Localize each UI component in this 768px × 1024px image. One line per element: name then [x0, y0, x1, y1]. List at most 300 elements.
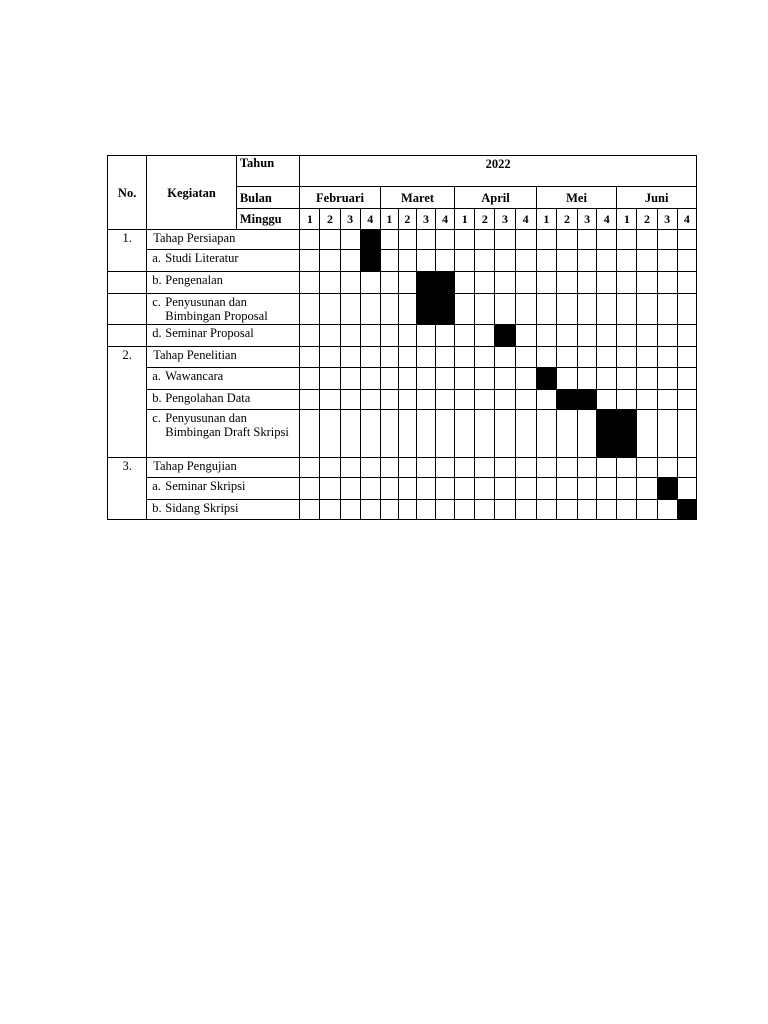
- activity-cell: [147, 250, 300, 272]
- schedule-cell: [300, 325, 320, 347]
- schedule-cell: [455, 458, 475, 478]
- schedule-cell: [536, 390, 556, 410]
- schedule-cell: [475, 368, 495, 390]
- schedule-cell: [340, 230, 360, 250]
- activity-label: Tahap Penelitian: [153, 348, 237, 362]
- activity-cell: [147, 500, 300, 520]
- schedule-cell: [416, 250, 435, 272]
- schedule-cell: [475, 294, 495, 325]
- activity-label: Seminar Skripsi: [165, 479, 246, 493]
- schedule-cell: [637, 500, 657, 520]
- activity-label: Pengolahan Data: [165, 391, 251, 405]
- schedule-cell: [360, 390, 380, 410]
- schedule-cell: [398, 368, 416, 390]
- schedule-cell: [677, 458, 696, 478]
- schedule-cell: [515, 390, 536, 410]
- activity-label: Seminar Proposal: [165, 326, 254, 340]
- schedule-cell: [380, 458, 398, 478]
- schedule-cell: [455, 410, 475, 458]
- schedule-cell: [677, 390, 696, 410]
- activity-marker: c.: [152, 295, 161, 309]
- schedule-cell: [416, 347, 435, 368]
- schedule-cell: [617, 368, 637, 390]
- schedule-cell: [398, 325, 416, 347]
- row-number: 3.: [108, 458, 147, 478]
- schedule-cell: [597, 390, 617, 410]
- week-number: 3: [578, 209, 597, 230]
- schedule-cell: [536, 250, 556, 272]
- schedule-cell: [455, 250, 475, 272]
- schedule-cell: [436, 390, 455, 410]
- schedule-cell: [536, 294, 556, 325]
- schedule-cell: [398, 458, 416, 478]
- schedule-cell: [657, 347, 677, 368]
- activity-label: Sidang Skripsi: [165, 501, 239, 515]
- schedule-cell: [455, 500, 475, 520]
- schedule-cell: [617, 347, 637, 368]
- schedule-cell: [578, 478, 597, 500]
- schedule-cell: [637, 478, 657, 500]
- schedule-cell: [436, 347, 455, 368]
- activity-cell: [147, 390, 300, 410]
- schedule-cell: [360, 368, 380, 390]
- table-row: [108, 272, 697, 294]
- schedule-cell: [340, 410, 360, 458]
- schedule-cell: [300, 272, 320, 294]
- week-number: 3: [340, 209, 360, 230]
- schedule-cell: [617, 390, 637, 410]
- schedule-cell: [340, 368, 360, 390]
- row-number: 1.: [108, 230, 147, 250]
- schedule-cell: [515, 294, 536, 325]
- activity-marker: b.: [152, 391, 162, 405]
- schedule-cell: [320, 458, 340, 478]
- schedule-cell: [536, 478, 556, 500]
- schedule-cell: [617, 500, 637, 520]
- schedule-cell: [340, 500, 360, 520]
- schedule-cell: [436, 500, 455, 520]
- schedule-cell: [300, 458, 320, 478]
- schedule-cell: [597, 294, 617, 325]
- activity-label: Tahap Pengujian: [153, 459, 237, 473]
- schedule-cell: [495, 458, 515, 478]
- schedule-cell: [617, 250, 637, 272]
- week-number: 2: [475, 209, 495, 230]
- schedule-cell: [578, 347, 597, 368]
- schedule-cell: [455, 230, 475, 250]
- schedule-cell-filled: [360, 250, 380, 272]
- schedule-cell: [515, 272, 536, 294]
- schedule-cell: [536, 272, 556, 294]
- table-row: [108, 325, 697, 347]
- schedule-cell: [657, 272, 677, 294]
- schedule-cell: [495, 410, 515, 458]
- table-row: [108, 230, 697, 250]
- schedule-cell: [637, 368, 657, 390]
- schedule-cell: [515, 478, 536, 500]
- schedule-cell: [637, 458, 657, 478]
- schedule-cell: [380, 230, 398, 250]
- schedule-cell: [637, 390, 657, 410]
- schedule-cell: [677, 347, 696, 368]
- schedule-cell: [455, 368, 475, 390]
- schedule-cell: [657, 294, 677, 325]
- schedule-cell: [320, 272, 340, 294]
- schedule-cell: [657, 368, 677, 390]
- activity-label: Penyusunan dan Bimbingan Proposal: [165, 295, 268, 323]
- row-number: [108, 294, 147, 325]
- schedule-cell-filled: [677, 500, 696, 520]
- schedule-cell: [556, 294, 577, 325]
- table-row: [108, 458, 697, 478]
- schedule-cell: [455, 294, 475, 325]
- schedule-cell: [340, 347, 360, 368]
- schedule-cell-filled: [495, 325, 515, 347]
- activity-label: Tahap Persiapan: [153, 231, 236, 245]
- schedule-cell: [475, 250, 495, 272]
- schedule-cell: [380, 410, 398, 458]
- schedule-cell: [637, 325, 657, 347]
- schedule-cell-filled: [597, 410, 617, 458]
- schedule-cell: [340, 272, 360, 294]
- schedule-cell: [300, 347, 320, 368]
- header-minggu-label: Minggu: [236, 209, 299, 230]
- schedule-cell: [617, 325, 637, 347]
- schedule-cell: [578, 458, 597, 478]
- schedule-cell: [436, 325, 455, 347]
- schedule-cell: [556, 272, 577, 294]
- schedule-cell: [495, 500, 515, 520]
- table-row: [108, 368, 697, 390]
- activity-cell: [147, 347, 300, 368]
- week-number: 1: [617, 209, 637, 230]
- week-number: 3: [416, 209, 435, 230]
- activity-cell: [147, 478, 300, 500]
- schedule-cell: [398, 500, 416, 520]
- month-maret: Maret: [380, 187, 454, 209]
- schedule-cell: [495, 294, 515, 325]
- schedule-cell: [515, 325, 536, 347]
- schedule-cell: [475, 458, 495, 478]
- week-number: 2: [398, 209, 416, 230]
- schedule-cell: [360, 500, 380, 520]
- activity-marker: b.: [152, 501, 162, 515]
- schedule-cell-filled: [436, 272, 455, 294]
- schedule-cell: [515, 347, 536, 368]
- row-number: [108, 325, 147, 347]
- schedule-cell: [556, 410, 577, 458]
- week-number: 1: [536, 209, 556, 230]
- schedule-cell: [637, 294, 657, 325]
- schedule-cell: [556, 250, 577, 272]
- schedule-cell: [475, 347, 495, 368]
- schedule-cell-filled: [657, 478, 677, 500]
- table-row: [108, 294, 697, 325]
- schedule-cell: [657, 500, 677, 520]
- schedule-cell: [637, 230, 657, 250]
- schedule-cell-filled: [436, 294, 455, 325]
- table-row: [108, 410, 697, 458]
- schedule-cell: [455, 325, 475, 347]
- table-row: [108, 250, 697, 272]
- schedule-cell: [637, 410, 657, 458]
- schedule-cell: [677, 325, 696, 347]
- schedule-cell: [380, 368, 398, 390]
- schedule-cell: [436, 410, 455, 458]
- row-number: [108, 478, 147, 500]
- schedule-cell: [436, 478, 455, 500]
- schedule-cell: [536, 458, 556, 478]
- schedule-cell: [556, 458, 577, 478]
- schedule-cell: [300, 478, 320, 500]
- schedule-cell: [455, 390, 475, 410]
- schedule-cell: [360, 347, 380, 368]
- schedule-cell: [677, 410, 696, 458]
- schedule-cell: [556, 500, 577, 520]
- schedule-cell: [536, 500, 556, 520]
- week-number: 3: [495, 209, 515, 230]
- schedule-cell: [475, 410, 495, 458]
- schedule-cell: [360, 458, 380, 478]
- activity-marker: a.: [152, 479, 161, 493]
- schedule-cell: [360, 294, 380, 325]
- activity-cell: [147, 272, 300, 294]
- schedule-cell: [380, 325, 398, 347]
- schedule-cell: [340, 478, 360, 500]
- schedule-cell: [320, 250, 340, 272]
- schedule-cell: [617, 294, 637, 325]
- schedule-cell: [597, 458, 617, 478]
- schedule-cell: [677, 230, 696, 250]
- schedule-cell: [340, 325, 360, 347]
- schedule-cell: [578, 272, 597, 294]
- schedule-cell: [677, 272, 696, 294]
- month-februari: Februari: [300, 187, 381, 209]
- schedule-cell: [677, 294, 696, 325]
- schedule-cell: [475, 272, 495, 294]
- schedule-cell: [657, 230, 677, 250]
- week-number: 1: [380, 209, 398, 230]
- schedule-cell: [556, 230, 577, 250]
- schedule-cell: [340, 250, 360, 272]
- schedule-cell: [495, 250, 515, 272]
- schedule-cell-filled: [416, 272, 435, 294]
- schedule-cell: [617, 272, 637, 294]
- activity-cell: [147, 458, 300, 478]
- activity-cell: [147, 325, 300, 347]
- schedule-cell: [320, 390, 340, 410]
- schedule-cell-filled: [536, 368, 556, 390]
- schedule-cell: [300, 410, 320, 458]
- schedule-cell: [495, 368, 515, 390]
- week-number: 1: [300, 209, 320, 230]
- schedule-cell: [536, 230, 556, 250]
- schedule-cell: [495, 390, 515, 410]
- schedule-cell: [637, 272, 657, 294]
- month-juni: Juni: [617, 187, 697, 209]
- schedule-cell: [380, 272, 398, 294]
- schedule-cell: [340, 294, 360, 325]
- schedule-cell: [536, 410, 556, 458]
- schedule-cell: [617, 478, 637, 500]
- activity-cell: [147, 410, 300, 458]
- schedule-cell: [475, 478, 495, 500]
- schedule-cell: [398, 230, 416, 250]
- schedule-cell: [455, 347, 475, 368]
- schedule-cell: [398, 250, 416, 272]
- schedule-cell: [300, 230, 320, 250]
- schedule-cell: [597, 500, 617, 520]
- schedule-cell: [320, 325, 340, 347]
- schedule-cell: [657, 458, 677, 478]
- week-number: 4: [515, 209, 536, 230]
- activity-marker: d.: [152, 326, 162, 340]
- row-number: [108, 272, 147, 294]
- header-year: 2022: [300, 156, 697, 187]
- schedule-cell: [436, 250, 455, 272]
- row-number: [108, 410, 147, 458]
- schedule-table-wrapper: [107, 155, 697, 520]
- schedule-cell: [495, 230, 515, 250]
- header-no: No.: [108, 156, 147, 230]
- schedule-cell: [515, 230, 536, 250]
- week-number: 2: [637, 209, 657, 230]
- schedule-cell: [597, 347, 617, 368]
- schedule-cell: [495, 347, 515, 368]
- schedule-cell: [340, 458, 360, 478]
- schedule-cell: [637, 250, 657, 272]
- activity-label: Wawancara: [165, 369, 224, 383]
- schedule-cell: [398, 478, 416, 500]
- row-number: 2.: [108, 347, 147, 368]
- schedule-cell: [677, 478, 696, 500]
- schedule-cell: [597, 272, 617, 294]
- schedule-cell: [597, 478, 617, 500]
- schedule-cell: [360, 410, 380, 458]
- activity-marker: c.: [152, 411, 161, 425]
- schedule-cell: [416, 390, 435, 410]
- schedule-cell: [398, 347, 416, 368]
- schedule-cell: [515, 410, 536, 458]
- schedule-cell: [475, 500, 495, 520]
- activity-label: Studi Literatur: [165, 251, 239, 265]
- schedule-cell: [475, 390, 495, 410]
- schedule-cell: [597, 325, 617, 347]
- week-number: 1: [455, 209, 475, 230]
- schedule-cell: [300, 500, 320, 520]
- schedule-cell: [597, 250, 617, 272]
- schedule-cell: [320, 500, 340, 520]
- schedule-cell: [320, 347, 340, 368]
- schedule-cell: [578, 500, 597, 520]
- schedule-cell-filled: [617, 410, 637, 458]
- activity-cell: [147, 294, 300, 325]
- activity-marker: b.: [152, 273, 162, 287]
- schedule-cell: [578, 250, 597, 272]
- schedule-cell: [556, 368, 577, 390]
- schedule-cell: [340, 390, 360, 410]
- schedule-cell: [380, 500, 398, 520]
- schedule-cell: [360, 272, 380, 294]
- schedule-cell: [436, 368, 455, 390]
- schedule-cell-filled: [360, 230, 380, 250]
- schedule-cell: [578, 325, 597, 347]
- table-row: [108, 347, 697, 368]
- header-tahun-label: Tahun: [236, 156, 299, 187]
- schedule-cell: [416, 458, 435, 478]
- schedule-cell: [416, 230, 435, 250]
- schedule-cell: [416, 368, 435, 390]
- month-mei: Mei: [536, 187, 617, 209]
- week-number: 4: [360, 209, 380, 230]
- activity-marker: a.: [152, 251, 161, 265]
- schedule-cell: [380, 294, 398, 325]
- schedule-cell: [380, 390, 398, 410]
- schedule-cell: [556, 325, 577, 347]
- activity-marker: a.: [152, 369, 161, 383]
- schedule-cell: [380, 478, 398, 500]
- schedule-table: [107, 155, 697, 520]
- row-number: [108, 368, 147, 390]
- schedule-cell: [657, 390, 677, 410]
- schedule-cell: [597, 368, 617, 390]
- row-number: [108, 500, 147, 520]
- header-kegiatan: Kegiatan: [147, 156, 237, 230]
- schedule-cell: [578, 230, 597, 250]
- schedule-cell: [578, 410, 597, 458]
- schedule-cell-filled: [416, 294, 435, 325]
- schedule-cell: [380, 250, 398, 272]
- schedule-cell: [617, 458, 637, 478]
- row-number: [108, 250, 147, 272]
- schedule-cell: [536, 347, 556, 368]
- schedule-cell: [578, 368, 597, 390]
- schedule-cell: [300, 368, 320, 390]
- table-row: [108, 390, 697, 410]
- week-number: 4: [597, 209, 617, 230]
- schedule-cell: [677, 368, 696, 390]
- table-row: [108, 500, 697, 520]
- schedule-cell: [578, 294, 597, 325]
- schedule-cell: [677, 250, 696, 272]
- schedule-cell: [515, 458, 536, 478]
- week-number: 2: [320, 209, 340, 230]
- schedule-cell: [380, 347, 398, 368]
- schedule-cell: [657, 250, 677, 272]
- schedule-cell: [475, 325, 495, 347]
- schedule-cell-filled: [556, 390, 577, 410]
- schedule-cell: [475, 230, 495, 250]
- schedule-cell: [455, 272, 475, 294]
- schedule-cell: [657, 410, 677, 458]
- schedule-cell: [416, 478, 435, 500]
- week-number: 3: [657, 209, 677, 230]
- activity-label: Pengenalan: [165, 273, 223, 287]
- schedule-cell: [300, 390, 320, 410]
- schedule-cell: [515, 500, 536, 520]
- schedule-cell: [416, 410, 435, 458]
- activity-label: Penyusunan dan Bimbingan Draft Skripsi: [165, 411, 289, 439]
- week-number: 4: [677, 209, 696, 230]
- schedule-cell: [515, 250, 536, 272]
- schedule-cell: [360, 325, 380, 347]
- schedule-cell: [300, 294, 320, 325]
- activity-cell: [147, 368, 300, 390]
- header-bulan-label: Bulan: [236, 187, 299, 209]
- schedule-cell: [536, 325, 556, 347]
- week-number: 4: [436, 209, 455, 230]
- schedule-cell: [495, 478, 515, 500]
